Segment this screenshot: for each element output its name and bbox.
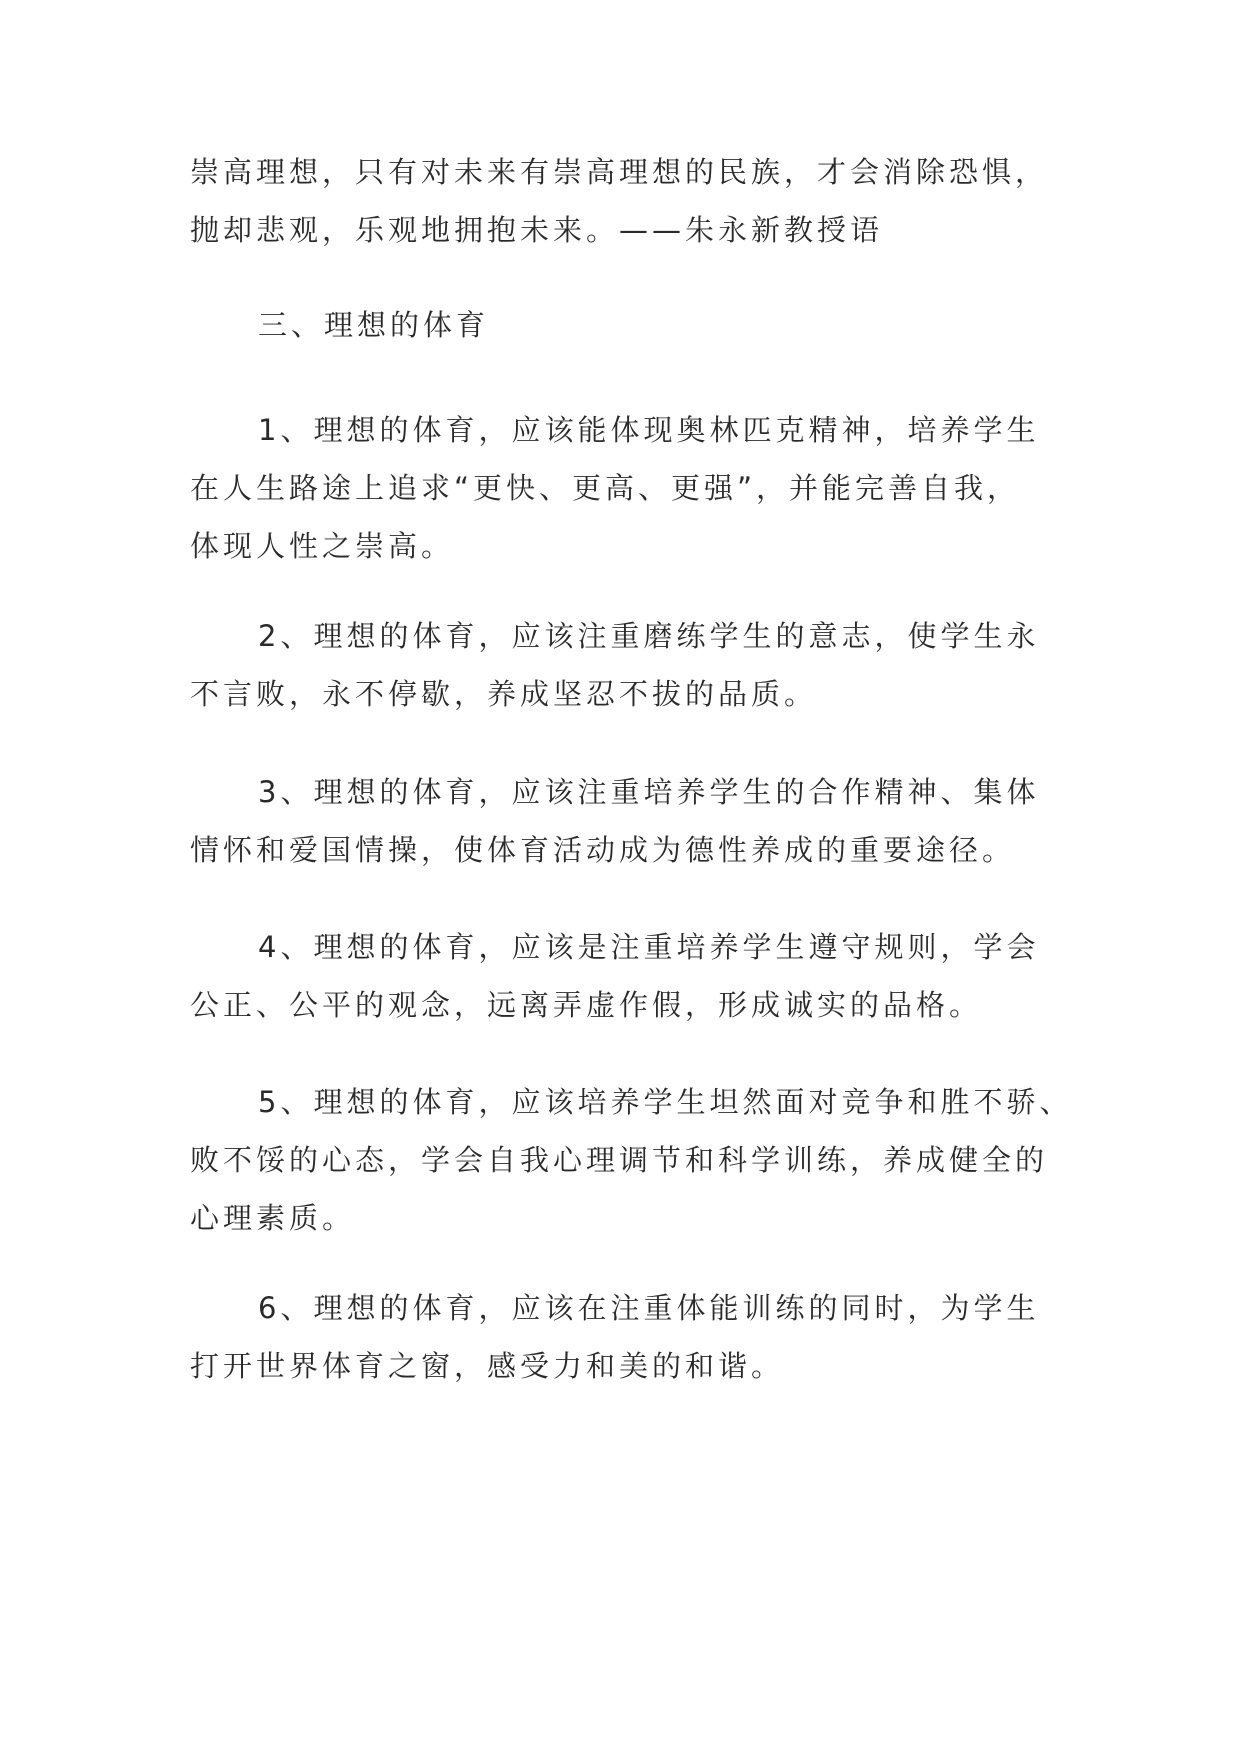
text-line: 公正、公平的观念，远离弄虚作假，形成诚实的品格。 xyxy=(190,988,983,1022)
text-line: 3、理想的体育，应该注重培养学生的合作精神、集体 xyxy=(258,775,1040,809)
paragraph-item-4 xyxy=(190,918,1060,1034)
text-line: 6、理想的体育，应该在注重体能训练的同时，为学生 xyxy=(258,1291,1040,1325)
section-heading xyxy=(190,296,1060,354)
text-line: 5、理想的体育，应该培养学生坦然面对竞争和胜不骄、 xyxy=(258,1085,1073,1119)
text-line: 体现人性之崇高。 xyxy=(190,529,455,563)
text-line: 心理素质。 xyxy=(190,1201,356,1235)
text-line: 不言败，永不停歇，养成坚忍不拔的品质。 xyxy=(190,677,818,711)
paragraph-quote-ending xyxy=(190,143,1060,259)
text-line: 崇高理想，只有对未来有崇高理想的民族，才会消除恐惧， xyxy=(190,155,1049,189)
paragraph-item-3 xyxy=(190,763,1060,879)
text-line: 打开世界体育之窗，感受力和美的和谐。 xyxy=(190,1349,785,1383)
paragraph-item-6 xyxy=(190,1279,1060,1395)
text-line: 1、理想的体育，应该能体现奥林匹克精神，培养学生 xyxy=(258,413,1040,447)
paragraph-item-5 xyxy=(190,1073,1073,1247)
text-line: 情怀和爱国情操，使体育活动成为德性养成的重要途径。 xyxy=(190,833,1016,867)
text-line: 败不馁的心态，学会自我心理调节和科学训练，养成健全的 xyxy=(190,1143,1049,1177)
text-line: 抛却悲观，乐观地拥抱未来。——朱永新教授语 xyxy=(190,213,884,247)
section-heading-text: 三、理想的体育 xyxy=(258,308,490,342)
text-line: 在人生路途上追求“更快、更高、更强”，并能完善自我， xyxy=(190,471,1021,505)
text-line: 2、理想的体育，应该注重磨练学生的意志，使学生永 xyxy=(258,619,1040,653)
paragraph-item-1 xyxy=(190,401,1060,575)
paragraph-item-2 xyxy=(190,607,1060,723)
text-line: 4、理想的体育，应该是注重培养学生遵守规则，学会 xyxy=(258,930,1040,964)
